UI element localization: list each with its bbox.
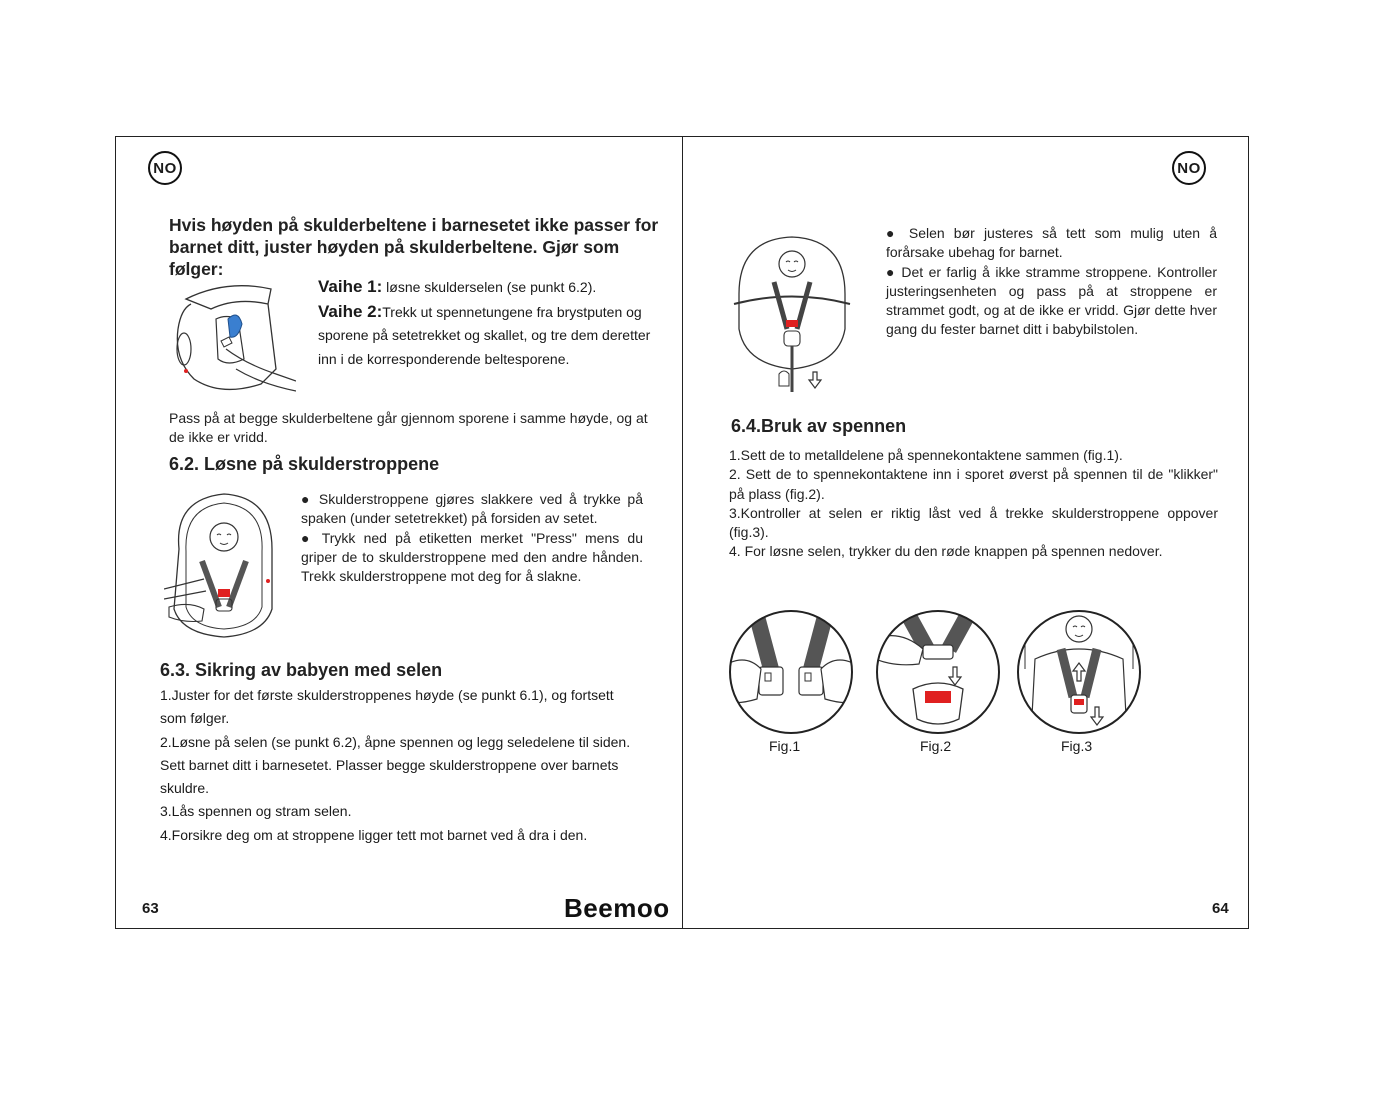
release-bullets	[301, 490, 643, 586]
securing-item-1: 1.Juster for det første skulderstroppenes høyde (se punkt 6.1), og fortsett som følger.	[160, 687, 614, 727]
baby-carrier-illustration	[729, 234, 855, 392]
securing-item-3: 3.Lås spennen og stram selen.	[160, 803, 352, 820]
same-height-note: Pass på at begge skulderbeltene går gjennom sporene i samme høyde, og at de ikke er vridd.	[169, 410, 648, 446]
advice-bullet-2: ● Det er farlig å ikke stramme stroppene. Kontroller justeringsenheten og pass på at stroppene er strammet godt, og at de ikke er vridd. Gjør dette hver gang du fester barnet ditt i babybilstolen.	[886, 263, 1217, 338]
step-2	[318, 300, 658, 372]
buckle-item-2: 2. Sett de to spennekontaktene inn i sporet øverst på spennen til de "klikker" på plass (fig.2).	[729, 466, 1218, 502]
securing-list	[160, 684, 640, 847]
section-6-3-title: 6.3. Sikring av babyen med selen	[160, 660, 443, 680]
brand-logo: Beemoo	[564, 893, 670, 923]
left-page	[116, 137, 683, 928]
buckle-list	[729, 446, 1218, 562]
page-number: 64	[1212, 900, 1229, 917]
fig-1-illustration	[727, 609, 855, 735]
fig-3-label: Fig.3	[1061, 738, 1093, 754]
buckle-item-1: 1.Sett de to metalldelene på spennekontaktene sammen (fig.1).	[729, 447, 1123, 463]
page-number: 63	[142, 900, 159, 917]
adjust-height-heading: Hvis høyden på skulderbeltene i barnesetet ikke passer for barnet ditt, juster høyden på skulderbeltene. Gjør som følger:	[169, 215, 659, 279]
fig-1-label: Fig.1	[769, 738, 801, 754]
step-1-label: Vaihe 1:	[318, 277, 383, 296]
manual-spread	[115, 136, 1249, 929]
step-2-label: Vaihe 2:	[318, 301, 383, 321]
right-page	[683, 137, 1250, 928]
fig-2-illustration	[875, 609, 1001, 735]
step-2-text: Trekk ut spennetungene fra brystputen og sporene på setetrekket og skallet, og tre dem deretter inn i de korresponderende beltesporene.	[318, 303, 651, 367]
language-badge: NO	[148, 151, 182, 185]
step-1-text: løsne skulderselen (se punkt 6.2).	[382, 279, 597, 295]
seat-back-illustration	[166, 279, 296, 404]
advice-bullet-1: ● Selen bør justeres så tett som mulig uten å forårsake ubehag for barnet.	[886, 225, 1217, 261]
section-6-2-title: 6.2. Løsne på skulderstroppene	[169, 454, 440, 474]
buckle-item-3: 3.Kontroller at selen er riktig låst ved å trekke skulderstroppene oppover (fig.3).	[729, 504, 1218, 541]
harness-advice-bullets	[886, 224, 1217, 340]
adjust-steps	[318, 275, 658, 371]
section-6-4-title: 6.4.Bruk av spennen	[731, 416, 907, 436]
release-bullet-2: ● Trykk ned på etiketten merket "Press" mens du griper de to skulderstroppene med den andre hånden. Trekk skulderstroppene mot deg for å slakne.	[301, 529, 643, 585]
fig-2-label: Fig.2	[920, 738, 952, 754]
baby-seat-illustration	[164, 489, 282, 639]
securing-item-4: 4.Forsikre deg om at stroppene ligger tett mot barnet ved å dra i den.	[160, 826, 588, 843]
language-badge: NO	[1172, 151, 1206, 185]
fig-3-illustration	[1015, 609, 1143, 735]
release-bullet-1: ● Skulderstroppene gjøres slakkere ved å trykke på spaken (under setetrekket) på forsiden av setet.	[301, 491, 643, 527]
buckle-item-4: 4. For løsne selen, trykker du den røde knappen på spennen nedover.	[729, 543, 1163, 560]
step-1	[318, 275, 658, 300]
securing-item-2: 2.Løsne på selen (se punkt 6.2), åpne spennen og legg seledelene til siden. Sett barnet ditt i barnesetet. Plasser begge skulderstroppene over barnets skuldre.	[160, 733, 631, 797]
